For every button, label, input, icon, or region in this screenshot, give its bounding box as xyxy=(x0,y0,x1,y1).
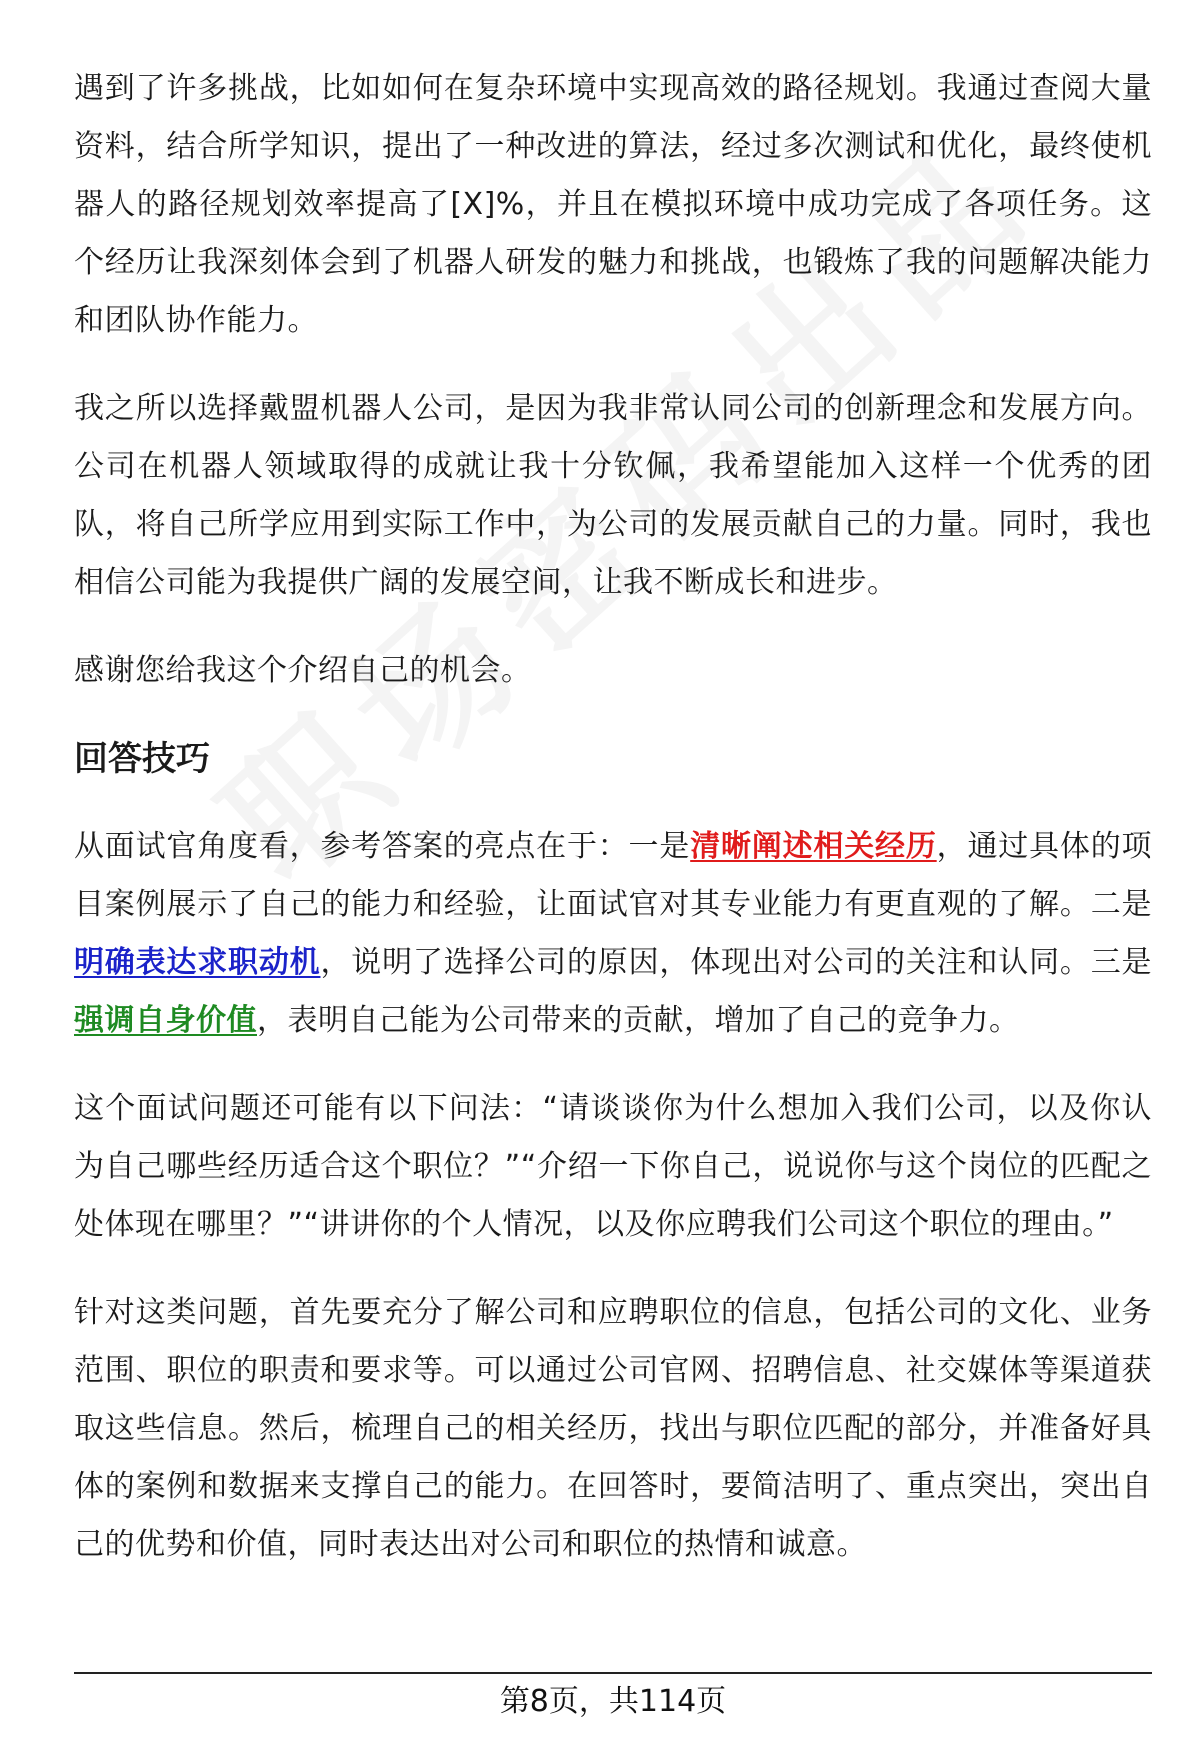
paragraph-motivation: 我之所以选择戴盟机器人公司，是因为我非常认同公司的创新理念和发展方向。公司在机器人领域取得的成就让我十分钦佩，我希望能加入这样一个优秀的团队，将自己所学应用到实际工作中，为公司的发展贡献自己的力量。同时，我也相信公司能为我提供广阔的发展空间，让我不断成长和进步。 xyxy=(74,391,1152,600)
page-number: 第8页，共114页 xyxy=(499,1684,727,1719)
tips-text-2: ，通过具体的项目案例展示了自己的能力和经验，让面试官对其专业能力有更直观的了解。二是 xyxy=(74,829,1153,922)
paragraph-thanks: 感谢您给我这个介绍自己的机会。 xyxy=(74,653,532,688)
section-heading: 回答技巧 xyxy=(74,739,210,779)
paragraph-experience: 遇到了许多挑战，比如如何在复杂环境中实现高效的路径规划。我通过查阅大量资料，结合所学知识，提出了一种改进的算法，经过多次测试和优化，最终使机器人的路径规划效率提高了[X]%，并且在模拟环境中成功完成了各项任务。这个经历让我深刻体会到了机器人研发的魅力和挑战，也锻炼了我的问题解决能力和团队协作能力。 xyxy=(74,71,1152,338)
tips-text-1: 从面试官角度看，参考答案的亮点在于：一是 xyxy=(74,829,691,864)
paragraph-tips xyxy=(74,818,1152,1050)
tips-text-4: ，表明自己能为公司带来的贡献，增加了自己的竞争力。 xyxy=(257,1003,1020,1038)
highlight-motivation: 明确表达求职动机 xyxy=(74,945,321,980)
paragraph-alternative-questions: 这个面试问题还可能有以下问法：“请谈谈你为什么想加入我们公司，以及你认为自己哪些经历适合这个职位？”“介绍一下你自己，说说你与这个岗位的匹配之处体现在哪里？”“讲讲你的个人情况，以及你应聘我们公司这个职位的理由。” xyxy=(74,1091,1152,1242)
footer-divider xyxy=(74,1672,1152,1674)
paragraph-advice: 针对这类问题，首先要充分了解公司和应聘职位的信息，包括公司的文化、业务范围、职位的职责和要求等。可以通过公司官网、招聘信息、社交媒体等渠道获取这些信息。然后，梳理自己的相关经历，找出与职位匹配的部分，并准备好具体的案例和数据来支撑自己的能力。在回答时，要简洁明了、重点突出，突出自己的优势和价值，同时表达出对公司和职位的热情和诚意。 xyxy=(74,1295,1152,1562)
highlight-experience: 清晰阐述相关经历 xyxy=(690,829,937,864)
tips-text-3: ，说明了选择公司的原因，体现出对公司的关注和认同。三是 xyxy=(320,945,1153,980)
highlight-value: 强调自身价值 xyxy=(74,1003,257,1038)
document-body xyxy=(74,60,1152,1604)
